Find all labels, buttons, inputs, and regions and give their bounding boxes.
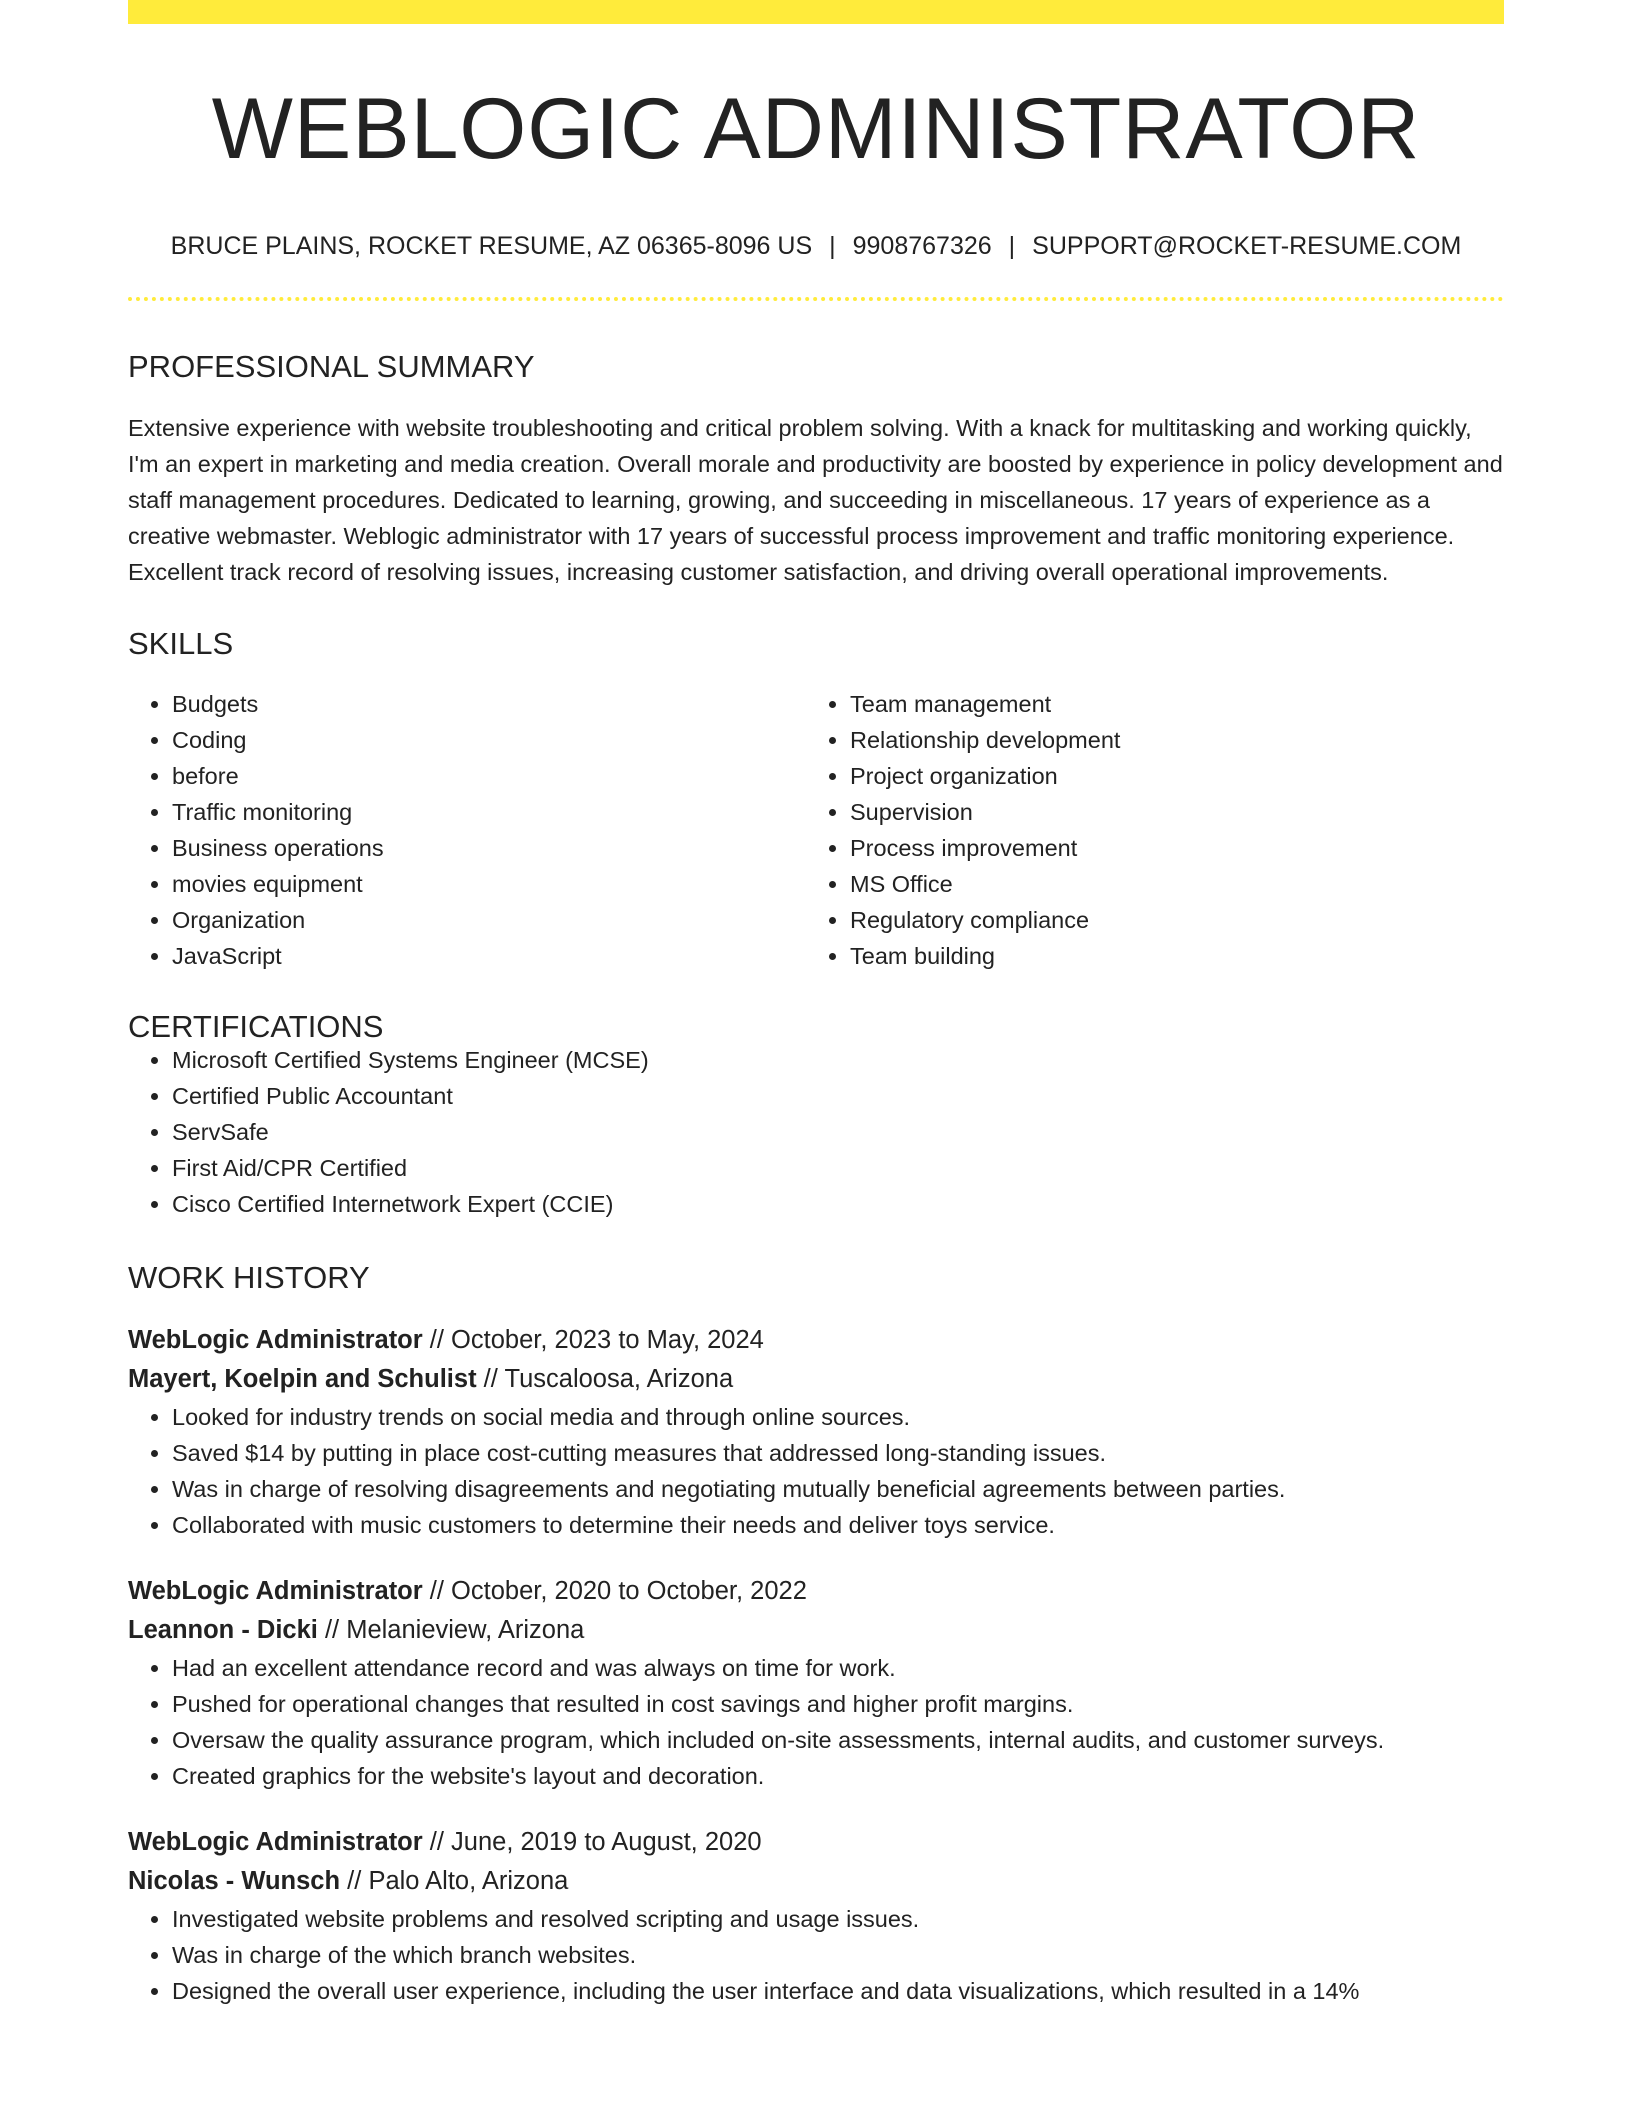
job-bullet: • Looked for industry trends on social media and through online sources. xyxy=(172,1399,1504,1435)
skill-item: • JavaScript xyxy=(172,938,806,974)
contact-address: BRUCE PLAINS, ROCKET RESUME, AZ 06365-8096 US xyxy=(170,232,813,260)
contact-email: SUPPORT@ROCKET-RESUME.COM xyxy=(1032,232,1462,260)
job-title-line xyxy=(128,1823,1504,1862)
accent-top-bar xyxy=(128,0,1504,24)
job-separator: // xyxy=(483,1365,498,1393)
skill-item: • before xyxy=(172,758,806,794)
job-company: Mayert, Koelpin and Schulist xyxy=(128,1365,477,1393)
contact-line xyxy=(128,234,1504,259)
job-bullet: • Had an excellent attendance record and was always on time for work. xyxy=(172,1650,1504,1686)
job-location: Palo Alto, Arizona xyxy=(368,1867,569,1895)
certification-item: • Microsoft Certified Systems Engineer (MCSE) xyxy=(172,1042,1504,1078)
job-bullet: • Pushed for operational changes that resulted in cost savings and higher profit margins. xyxy=(172,1686,1504,1722)
job-separator: // xyxy=(429,1577,444,1605)
job-dates: October, 2023 to May, 2024 xyxy=(451,1326,764,1354)
skills-columns xyxy=(128,686,1504,974)
skill-item: • Team building xyxy=(850,938,1484,974)
contact-phone: 9908767326 xyxy=(852,232,992,260)
job-location: Tuscaloosa, Arizona xyxy=(504,1365,734,1393)
job-role: WebLogic Administrator xyxy=(128,1577,423,1605)
skill-item: • Process improvement xyxy=(850,830,1484,866)
job-bullet: • Investigated website problems and resolved scripting and usage issues. xyxy=(172,1901,1504,1937)
job-separator: // xyxy=(324,1616,340,1644)
job-bullets xyxy=(128,1901,1504,2009)
skill-item: • Organization xyxy=(172,902,806,938)
job-bullet: • Created graphics for the website's layout and decoration. xyxy=(172,1758,1504,1794)
skill-item: • Coding xyxy=(172,722,806,758)
job-entry xyxy=(128,1823,1504,2009)
job-title-line xyxy=(128,1321,1504,1360)
summary-text: Extensive experience with website troubleshooting and critical problem solving. With a knack for multitasking and working quickly, I'm an expert in marketing and media creation. Overall morale and productivity are boosted by experience in policy development and staff management procedures. Dedicated to learning, growing, and succeeding in miscellaneous. 17 years of experience as a creative webmaster. Weblogic administrator with 17 years of successful process improvement and traffic monitoring experience. Excellent track record of resolving issues, increasing customer satisfaction, and driving overall operational improvements. xyxy=(128,415,1503,585)
job-dates: October, 2020 to October, 2022 xyxy=(451,1577,807,1605)
certifications-heading: CERTIFICATIONS xyxy=(128,1009,384,1044)
skill-item: • Team management xyxy=(850,686,1484,722)
skill-item: • movies equipment xyxy=(172,866,806,902)
job-company: Leannon - Dicki xyxy=(128,1616,318,1644)
skills-heading: SKILLS xyxy=(128,626,234,661)
summary-heading: PROFESSIONAL SUMMARY xyxy=(128,349,535,384)
skill-item: • Regulatory compliance xyxy=(850,902,1484,938)
job-dates: June, 2019 to August, 2020 xyxy=(451,1828,762,1856)
contact-separator: | xyxy=(1008,232,1016,260)
work-history-heading: WORK HISTORY xyxy=(128,1260,370,1295)
job-bullet: • Was in charge of resolving disagreements and negotiating mutually beneficial agreements between parties. xyxy=(172,1471,1504,1507)
skill-item: • Traffic monitoring xyxy=(172,794,806,830)
job-company-line xyxy=(128,1862,1504,1901)
job-company-line xyxy=(128,1611,1504,1650)
dotted-divider xyxy=(128,297,1504,301)
job-role: WebLogic Administrator xyxy=(128,1828,423,1856)
job-location: Melanieview, Arizona xyxy=(346,1616,585,1644)
resume-page xyxy=(128,0,1504,2009)
certifications-list xyxy=(128,1042,1504,1222)
job-separator: // xyxy=(347,1867,362,1895)
job-company: Nicolas - Wunsch xyxy=(128,1867,341,1895)
certification-item: • First Aid/CPR Certified xyxy=(172,1150,1504,1186)
skill-item: • MS Office xyxy=(850,866,1484,902)
skills-right-list xyxy=(806,686,1484,974)
skill-item: • Budgets xyxy=(172,686,806,722)
certification-item: • Certified Public Accountant xyxy=(172,1078,1504,1114)
job-bullet: • Was in charge of the which branch websites. xyxy=(172,1937,1504,1973)
job-separator: // xyxy=(429,1828,444,1856)
certification-item: • Cisco Certified Internetwork Expert (CCIE) xyxy=(172,1186,1504,1222)
certification-item: • ServSafe xyxy=(172,1114,1504,1150)
job-bullet: • Oversaw the quality assurance program, which included on-site assessments, internal audits, and customer surveys. xyxy=(172,1722,1504,1758)
skill-item: • Relationship development xyxy=(850,722,1484,758)
job-entry xyxy=(128,1321,1504,1543)
job-bullet: • Collaborated with music customers to determine their needs and deliver toys service. xyxy=(172,1507,1504,1543)
job-bullet: • Saved $14 by putting in place cost-cutting measures that addressed long-standing issues. xyxy=(172,1435,1504,1471)
skill-item: • Supervision xyxy=(850,794,1484,830)
job-title-line xyxy=(128,1572,1504,1611)
job-bullets xyxy=(128,1399,1504,1543)
contact-separator: | xyxy=(829,232,836,260)
resume-name: WEBLOGIC ADMINISTRATOR xyxy=(211,81,1421,177)
skill-item: • Project organization xyxy=(850,758,1484,794)
job-company-line xyxy=(128,1360,1504,1399)
job-bullet: • Designed the overall user experience, including the user interface and data visualizations, which resulted in a 14% xyxy=(172,1973,1504,2009)
skill-item: • Business operations xyxy=(172,830,806,866)
job-bullets xyxy=(128,1650,1504,1794)
skills-left-list xyxy=(128,686,806,974)
job-role: WebLogic Administrator xyxy=(128,1326,423,1354)
job-entry xyxy=(128,1572,1504,1794)
job-separator: // xyxy=(429,1326,444,1354)
